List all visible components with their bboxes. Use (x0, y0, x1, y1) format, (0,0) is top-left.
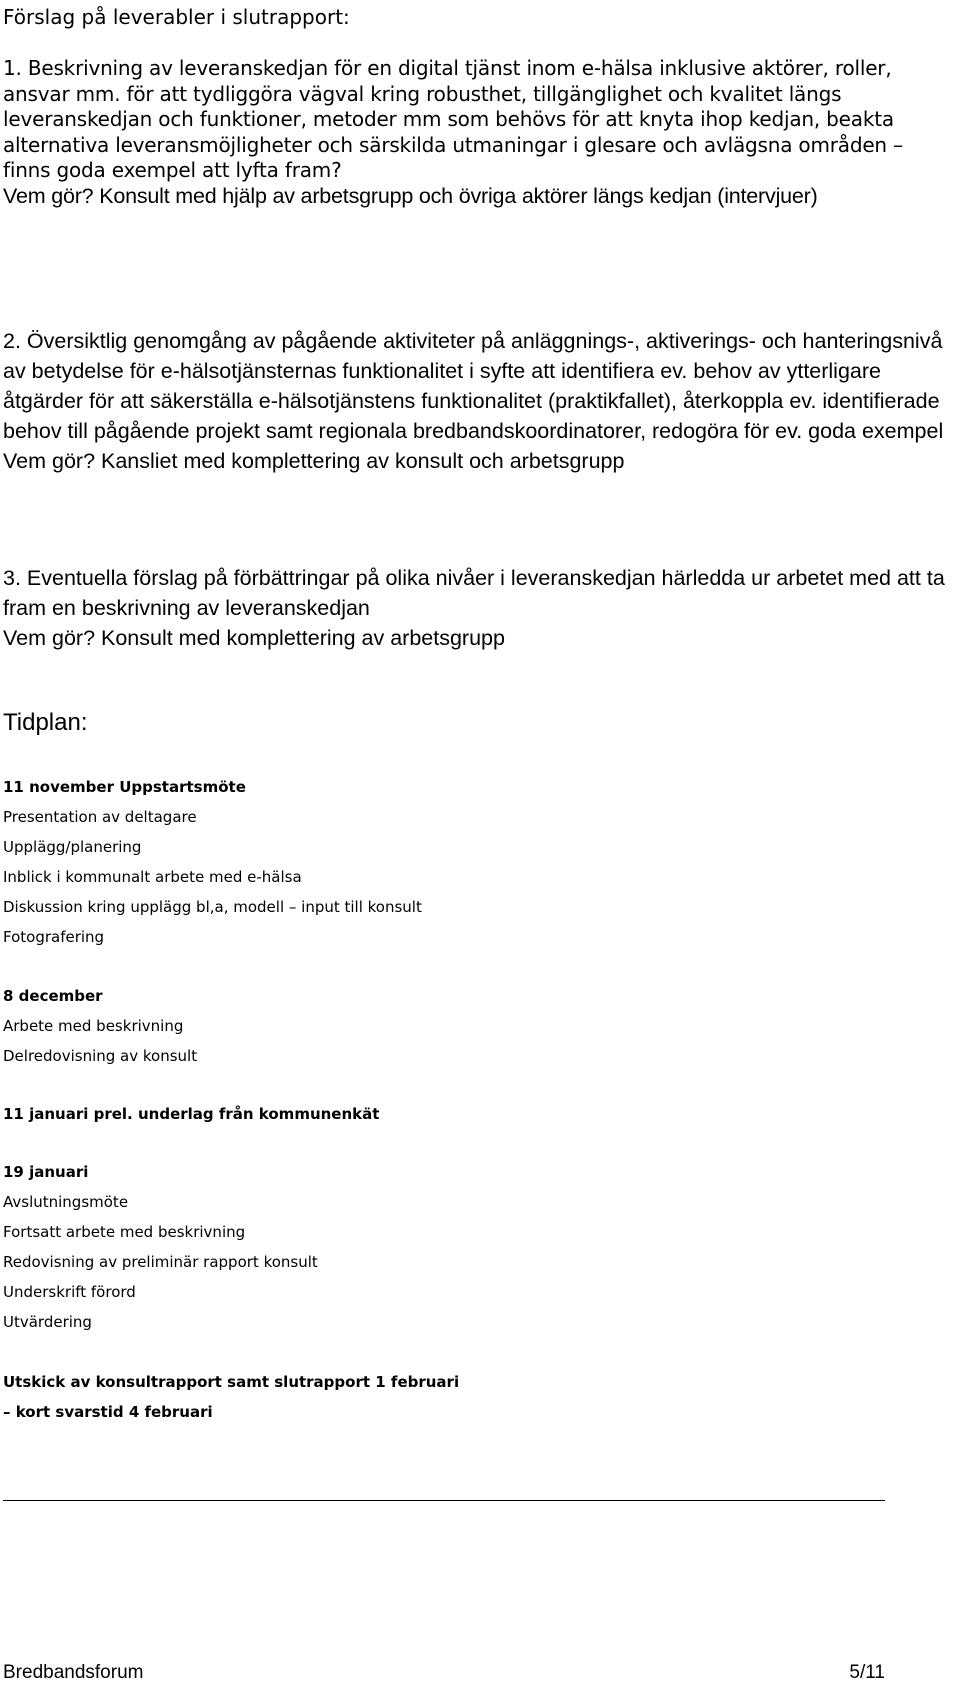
deliverable-responsible: Vem gör? Kansliet med komplettering av konsult och arbetsgrupp (3, 449, 625, 473)
deliverable-description: 2. Översiktlig genomgång av pågående aktiviteter på anläggnings-, aktiverings- och hanteringsnivå av betydelse för e-hälsotjänsternas funktionalitet i syfte att identifiera ev. behov av ytterligare åtgärder för att säkerställa e-hälsotjänstens funktionalitet (praktikfallet), återkoppla ev. identifierade behov till pågående projekt samt regionala bredbandskoordinatorer, redogöra för ev. goda exempel (3, 329, 944, 443)
deliverable-responsible: Vem gör? Konsult med komplettering av arbetsgrupp (3, 626, 505, 650)
schedule-line: Arbete med beskrivning (3, 1017, 184, 1035)
schedule-line: Inblick i kommunalt arbete med e-hälsa (3, 868, 302, 886)
schedule-line: Fotografering (3, 928, 105, 946)
schedule-line: Delredovisning av konsult (3, 1047, 198, 1065)
schedule-block-january-11 (3, 1099, 943, 1129)
schedule-line: Upplägg/planering (3, 838, 142, 856)
deliverable-description: 3. Eventuella förslag på förbättringar på olika nivåer i leveranskedjan härledda ur arbetet med att ta fram en beskrivning av leveranskedjan (3, 566, 945, 620)
schedule-block-december (3, 981, 943, 1071)
page-heading: Förslag på leverabler i slutrapport: (3, 5, 350, 29)
schedule-line: Underskrift förord (3, 1283, 136, 1301)
deliverable-item-3 (3, 563, 953, 653)
schedule-line: Presentation av deltagare (3, 808, 197, 826)
deliverable-item-1 (3, 56, 953, 209)
schedule-line: Diskussion kring upplägg bl,a, modell – input till konsult (3, 898, 422, 916)
schedule-block-january-19 (3, 1157, 943, 1337)
schedule-event: Uppstartsmöte (119, 778, 246, 796)
schedule-block-final (3, 1367, 943, 1427)
schedule-line: Utvärdering (3, 1313, 92, 1331)
schedule-date: 8 december (3, 987, 103, 1005)
footer-organization: Bredbandsforum (3, 1662, 144, 1683)
schedule-date: 11 november (3, 778, 114, 796)
page-number: 5/11 (849, 1662, 885, 1683)
schedule-date: 19 januari (3, 1163, 89, 1181)
deliverable-description: 1. Beskrivning av leveranskedjan för en digital tjänst inom e-hälsa inklusive aktörer, roller, ansvar mm. för att tydliggöra vägval kring robusthet, tillgänglighet och kvalitet längs leveranskedjan och funktioner, metoder mm som behövs för att knyta ihop kedjan, beakta alternativa leveransmöjligheter och särskilda utmaningar i glesare och avlägsna områden – finns goda exempel att lyfta fram? (3, 56, 903, 182)
schedule-heading: – kort svarstid 4 februari (3, 1403, 213, 1421)
schedule-line: Fortsatt arbete med beskrivning (3, 1223, 246, 1241)
schedule-heading: Utskick av konsultrapport samt slutrapport 1 februari (3, 1373, 460, 1391)
footer-divider (3, 1500, 885, 1501)
schedule-heading (3, 772, 943, 802)
schedule-line: Avslutningsmöte (3, 1193, 129, 1211)
schedule-line: Redovisning av preliminär rapport konsult (3, 1253, 318, 1271)
schedule-heading: 11 januari prel. underlag från kommunenkät (3, 1105, 380, 1123)
schedule-title: Tidplan: (3, 709, 88, 736)
deliverable-responsible: Vem gör? Konsult med hjälp av arbetsgrupp och övriga aktörer längs kedjan (intervjuer) (3, 183, 818, 208)
schedule-block-november (3, 772, 943, 952)
deliverable-item-2 (3, 326, 953, 476)
